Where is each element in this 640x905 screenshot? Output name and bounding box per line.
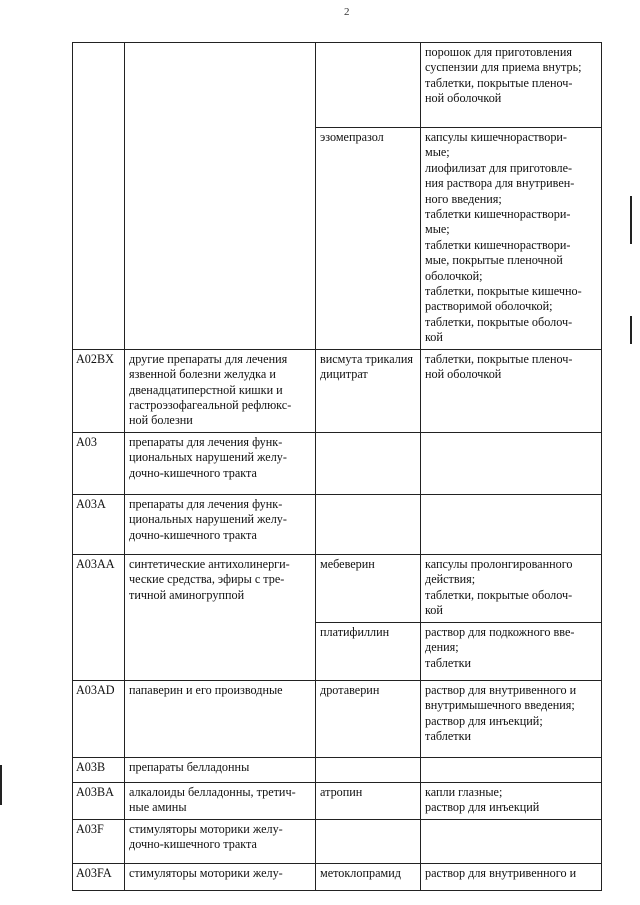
anatomical-group-cell bbox=[125, 819, 316, 863]
cell-text-line: действия; bbox=[425, 572, 476, 587]
dosage-form-cell bbox=[421, 757, 602, 782]
cell-text-line: таблетки, покрытые пленоч- bbox=[425, 351, 573, 366]
cell-text-line: циональных нарушений желу- bbox=[129, 450, 287, 465]
cell-text-line: раствор для подкожного вве- bbox=[425, 624, 575, 639]
dosage-form-cell bbox=[421, 680, 602, 757]
cell-text-line: мые; bbox=[425, 222, 450, 237]
table-row bbox=[73, 782, 602, 819]
table-row bbox=[73, 863, 602, 890]
cell-text-line: папаверин и его производные bbox=[129, 682, 283, 697]
cell-text-line: дочно-кишечного тракта bbox=[129, 527, 257, 542]
drug-name-cell: эзомепразол bbox=[316, 128, 421, 350]
anatomical-group-cell bbox=[125, 782, 316, 819]
drug-name-cell bbox=[316, 494, 421, 554]
cell-text-line: таблетки кишечнораствори- bbox=[425, 207, 571, 222]
cell-text-line: препараты для лечения функ- bbox=[129, 434, 283, 449]
anatomical-group-cell bbox=[125, 349, 316, 432]
cell-text-line: ной оболочкой bbox=[425, 367, 502, 382]
cell-text-line: капсулы кишечнораствори- bbox=[425, 130, 567, 144]
atc-code-cell bbox=[73, 43, 125, 350]
atc-code-cell: A03AD bbox=[73, 680, 125, 757]
cell-text-line: дочно-кишечного тракта bbox=[129, 836, 257, 851]
cell-text-line: мые, покрытые пленочной bbox=[425, 253, 563, 268]
scan-margin-mark bbox=[630, 196, 632, 244]
cell-text-line: раствор для внутривенного и bbox=[425, 865, 577, 880]
cell-text-line: таблетки, покрытые оболоч- bbox=[425, 587, 573, 602]
atc-code-cell: A03B bbox=[73, 757, 125, 782]
cell-text-line: таблетки кишечнораствори- bbox=[425, 237, 571, 252]
cell-text-line: таблетки, покрытые пленоч- bbox=[425, 75, 573, 90]
atc-code-cell: A03F bbox=[73, 819, 125, 863]
drug-name-cell bbox=[316, 757, 421, 782]
drug-name-cell: метоклопрамид bbox=[316, 863, 421, 890]
drug-table-body bbox=[73, 43, 602, 891]
anatomical-group-cell bbox=[125, 494, 316, 554]
cell-text-line: препараты для лечения функ- bbox=[129, 496, 283, 511]
atc-code-cell: A03AA bbox=[73, 554, 125, 680]
dosage-form-cell bbox=[421, 43, 602, 128]
atc-code-cell: A03FA bbox=[73, 863, 125, 890]
drug-name-cell: мебеверин bbox=[316, 554, 421, 622]
cell-text-line: капли глазные; bbox=[425, 784, 503, 799]
anatomical-group-cell bbox=[125, 863, 316, 890]
table-row bbox=[73, 819, 602, 863]
cell-text-line: капсулы пролонгированного bbox=[425, 556, 573, 571]
cell-text-line: висмута трикалия bbox=[320, 351, 413, 366]
cell-text-line: таблетки bbox=[425, 728, 472, 743]
anatomical-group-cell bbox=[125, 554, 316, 680]
cell-text-line: ного введения; bbox=[425, 191, 502, 206]
cell-text-line: таблетки, покрытые оболоч- bbox=[425, 314, 573, 329]
drug-name-cell bbox=[316, 432, 421, 494]
cell-text-line: раствор для инъекций bbox=[425, 800, 540, 815]
atc-code-cell: A03BA bbox=[73, 782, 125, 819]
scan-margin-mark bbox=[0, 765, 2, 805]
dosage-form-cell bbox=[421, 554, 602, 622]
cell-text-line: мые; bbox=[425, 145, 450, 160]
table-row bbox=[73, 554, 602, 622]
anatomical-group-cell bbox=[125, 432, 316, 494]
cell-text-line: ния раствора для внутривен- bbox=[425, 176, 575, 191]
anatomical-group-cell bbox=[125, 680, 316, 757]
cell-text-line: тичной аминогруппой bbox=[129, 587, 245, 602]
page-number: 2 bbox=[344, 6, 350, 18]
cell-text-line: двенадцатиперстной кишки и bbox=[129, 382, 283, 397]
cell-text-line: препараты белладонны bbox=[129, 759, 250, 774]
table-row bbox=[73, 757, 602, 782]
drug-table bbox=[72, 42, 602, 891]
cell-text-line: дицитрат bbox=[320, 367, 368, 382]
anatomical-group-cell bbox=[125, 757, 316, 782]
cell-text-line: гастроэзофагеальной рефлюкс- bbox=[129, 397, 292, 412]
dosage-form-cell bbox=[421, 432, 602, 494]
drug-name-cell bbox=[316, 819, 421, 863]
dosage-form-cell bbox=[421, 494, 602, 554]
cell-text-line: кой bbox=[425, 602, 443, 617]
dosage-form-cell bbox=[421, 863, 602, 890]
drug-name-cell bbox=[316, 43, 421, 128]
cell-text-line: раствор для внутривенного и bbox=[425, 682, 577, 697]
dosage-form-cell bbox=[421, 819, 602, 863]
cell-text-line: растворимой оболочкой; bbox=[425, 299, 553, 314]
drug-name-cell bbox=[316, 349, 421, 432]
cell-text-line: суспензии для приема внутрь; bbox=[425, 60, 582, 75]
cell-text-line: ные амины bbox=[129, 800, 187, 815]
drug-name-cell: атропин bbox=[316, 782, 421, 819]
drug-name-cell: дротаверин bbox=[316, 680, 421, 757]
table-row bbox=[73, 432, 602, 494]
scan-margin-mark bbox=[630, 316, 632, 344]
cell-text-line: порошок для приготовления bbox=[425, 45, 572, 59]
anatomical-group-cell bbox=[125, 43, 316, 350]
cell-text-line: ческие средства, эфиры с тре- bbox=[129, 572, 285, 587]
cell-text-line: дочно-кишечного тракта bbox=[129, 465, 257, 480]
cell-text-line: дения; bbox=[425, 640, 459, 655]
cell-text-line: язвенной болезни желудка и bbox=[129, 367, 276, 382]
table-row bbox=[73, 43, 602, 128]
cell-text-line: другие препараты для лечения bbox=[129, 351, 288, 366]
table-row bbox=[73, 349, 602, 432]
drug-name-cell: платифиллин bbox=[316, 622, 421, 680]
cell-text-line: алкалоиды белладонны, третич- bbox=[129, 784, 296, 799]
cell-text-line: ной болезни bbox=[129, 413, 193, 428]
table-row bbox=[73, 494, 602, 554]
cell-text-line: таблетки, покрытые кишечно- bbox=[425, 284, 582, 299]
atc-code-cell: A03A bbox=[73, 494, 125, 554]
cell-text-line: внутримышечного введения; bbox=[425, 698, 575, 713]
cell-text-line: таблетки bbox=[425, 655, 472, 670]
cell-text-line: циональных нарушений желу- bbox=[129, 512, 287, 527]
cell-text-line: лиофилизат для приготовле- bbox=[425, 160, 573, 175]
dosage-form-cell bbox=[421, 349, 602, 432]
atc-code-cell: A02BX bbox=[73, 349, 125, 432]
cell-text-line: стимуляторы моторики желу- bbox=[129, 865, 283, 880]
cell-text-line: оболочкой; bbox=[425, 268, 483, 283]
dosage-form-cell bbox=[421, 622, 602, 680]
cell-text-line: стимуляторы моторики желу- bbox=[129, 821, 283, 836]
cell-text-line: ной оболочкой bbox=[425, 91, 502, 106]
table-row bbox=[73, 680, 602, 757]
dosage-form-cell bbox=[421, 782, 602, 819]
cell-text-line: кой bbox=[425, 330, 443, 345]
cell-text-line: раствор для инъекций; bbox=[425, 713, 543, 728]
atc-code-cell: A03 bbox=[73, 432, 125, 494]
cell-text-line: синтетические антихолинерги- bbox=[129, 556, 290, 571]
dosage-form-cell bbox=[421, 128, 602, 350]
